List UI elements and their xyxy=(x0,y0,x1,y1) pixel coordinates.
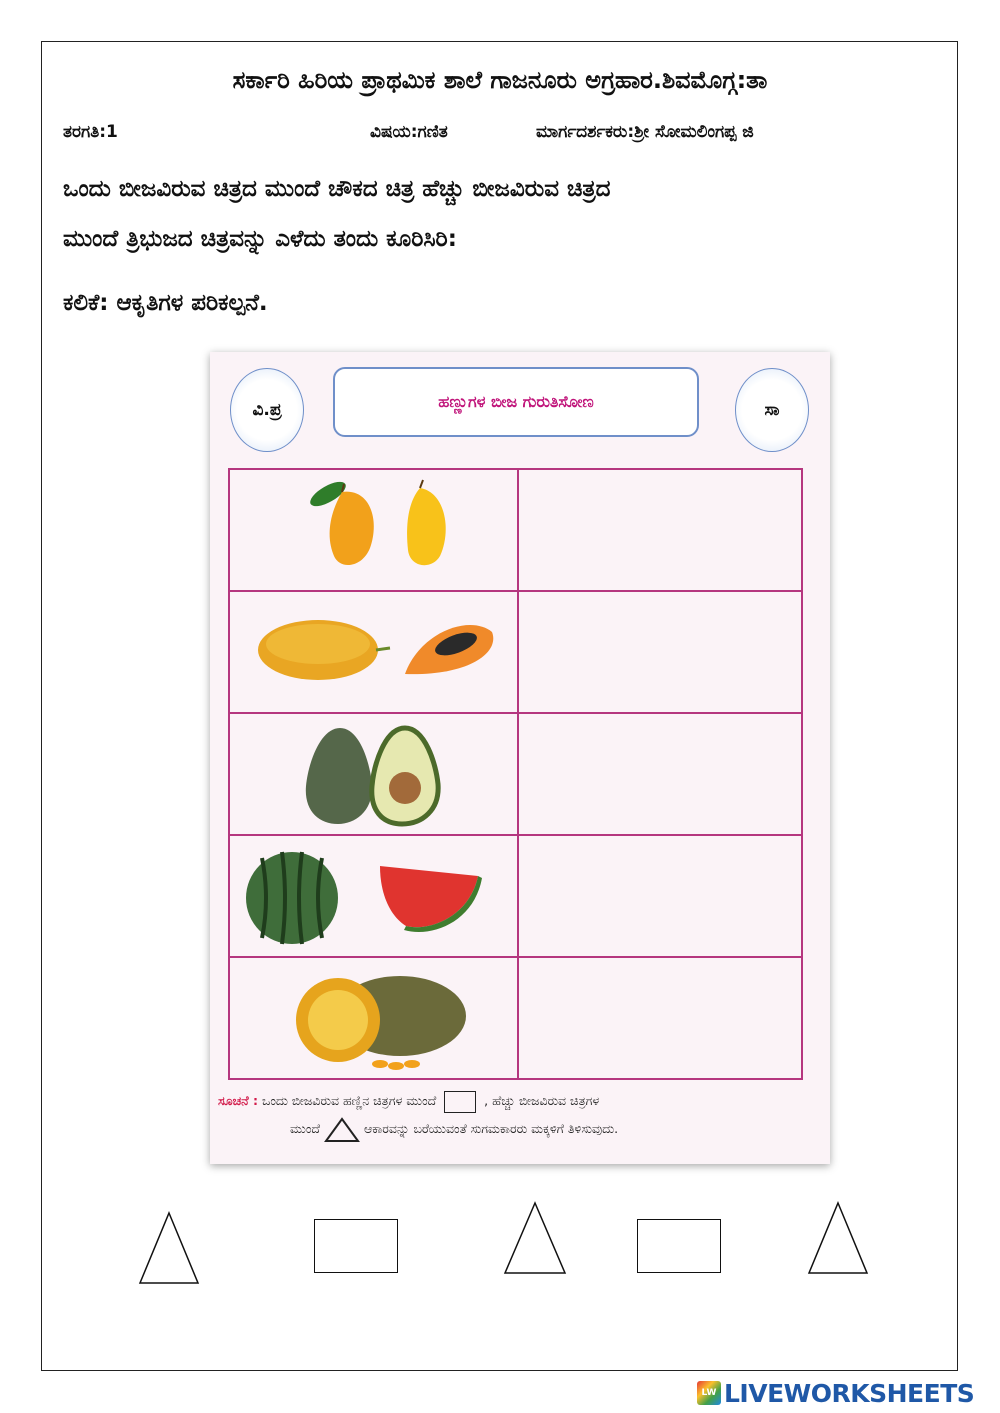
liveworksheets-logo xyxy=(697,1380,974,1406)
note-text-4: ಆಕಾರವನ್ನು ಬರೆಯುವಂತೆ ಸುಗಮಕಾರರು ಮಕ್ಕಳಿಗೆ ತಿಳಿಸುವುದು. xyxy=(363,1121,619,1136)
table-row-watermelon xyxy=(230,836,801,958)
class-label: ತರಗತಿ:1 xyxy=(63,122,118,142)
drag-triangle-2[interactable] xyxy=(502,1200,568,1276)
jackfruit-image xyxy=(230,958,517,1078)
note-text-3: ಮುಂದೆ xyxy=(290,1121,320,1136)
mango-image xyxy=(230,470,517,590)
table-row-jackfruit xyxy=(230,958,801,1080)
square-symbol-icon xyxy=(444,1091,476,1113)
guide-label: ಮಾರ್ಗದರ್ಶಕರು:ಶ್ರೀ ಸೋಮಲಿಂಗಪ್ಪ ಜಿ xyxy=(536,122,754,142)
fruit-table xyxy=(228,468,803,1080)
worksheet-note xyxy=(218,1087,818,1143)
logo-mark-icon: LW xyxy=(697,1381,721,1405)
worksheet-banner: ಹಣ್ಣುಗಳ ಬೀಜ ಗುರುತಿಸೋಣ xyxy=(333,367,699,437)
table-row-papaya xyxy=(230,592,801,714)
learning-objective: ಕಲಿಕೆ: ಆಕೃತಿಗಳ ಪರಿಕಲ್ಪನೆ. xyxy=(63,290,268,316)
note-text-2: , ಹೆಚ್ಚು ಬೀಜವಿರುವ ಚಿತ್ರಗಳ xyxy=(484,1093,600,1108)
note-label: ಸೂಚನೆ : xyxy=(218,1093,258,1108)
avocado-image xyxy=(230,714,517,834)
worksheet-image xyxy=(210,352,830,1164)
drag-rectangle-2[interactable] xyxy=(637,1219,721,1273)
table-row-mango xyxy=(230,470,801,592)
instruction-line-1: ಒಂದು ಬೀಜವಿರುವ ಚಿತ್ರದ ಮುಂದೆ ಚೌಕದ ಚಿತ್ರ ಹೆಚ್ಚು ಬೀಜವಿರುವ ಚಿತ್ರದ xyxy=(63,176,611,202)
answer-drop-zone[interactable] xyxy=(519,958,803,1080)
drag-triangle-3[interactable] xyxy=(806,1200,870,1276)
note-text-1: ಒಂದು ಬೀಜವಿರುವ ಹಣ್ಣಿನ ಚಿತ್ರಗಳ ಮುಂದೆ xyxy=(261,1093,437,1108)
papaya-image xyxy=(230,592,517,712)
triangle-symbol-icon xyxy=(324,1117,360,1143)
answer-drop-zone[interactable] xyxy=(519,836,803,956)
table-row-avocado xyxy=(230,714,801,836)
right-badge: ಸಾ xyxy=(735,368,809,452)
left-badge: ವಿ.ಪ್ರ xyxy=(230,368,304,452)
subject-label: ವಿಷಯ:ಗಣಿತ xyxy=(370,122,448,142)
instruction-line-2: ಮುಂದೆ ತ್ರಿಭುಜದ ಚಿತ್ರವನ್ನು ಎಳೆದು ತಂದು ಕೂರಿಸಿರಿ: xyxy=(63,226,457,252)
answer-drop-zone[interactable] xyxy=(519,592,803,712)
answer-drop-zone[interactable] xyxy=(519,714,803,834)
watermelon-image xyxy=(230,836,517,956)
school-title: ಸರ್ಕಾರಿ ಹಿರಿಯ ಪ್ರಾಥಮಿಕ ಶಾಲೆ ಗಾಜನೂರು ಅಗ್ರಹಾರ.ಶಿವಮೊಗ್ಗ:ತಾ xyxy=(232,66,768,94)
drag-rectangle-1[interactable] xyxy=(314,1219,398,1273)
liveworksheets-text: LIVEWORKSHEETS xyxy=(724,1378,975,1408)
answer-drop-zone[interactable] xyxy=(519,470,803,590)
drag-triangle-1[interactable] xyxy=(137,1210,201,1286)
